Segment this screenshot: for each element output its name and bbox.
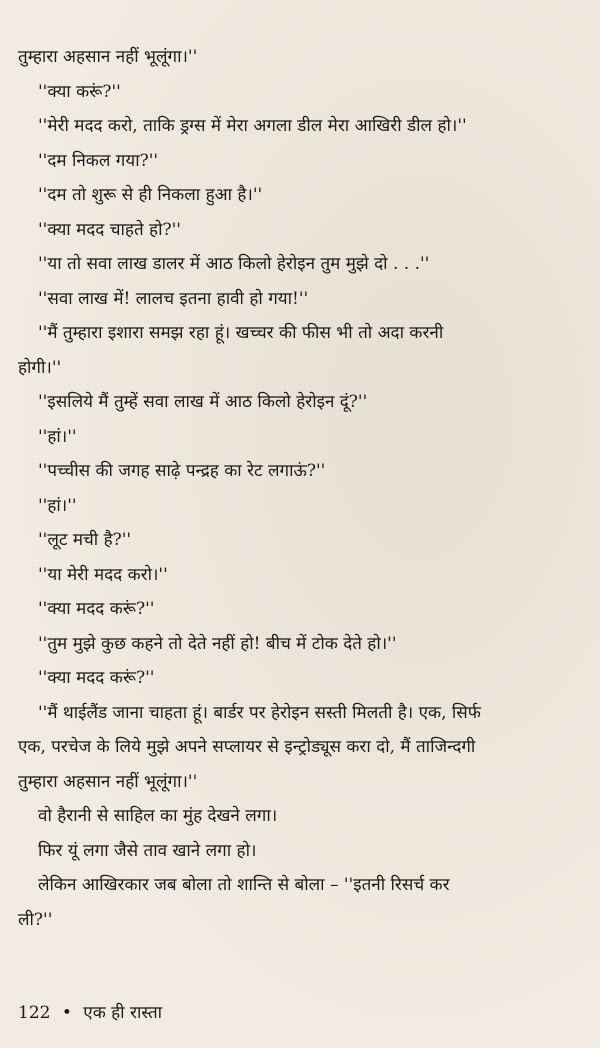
- text-line: फिर यूं लगा जैसे ताव खाने लगा हो।: [38, 840, 257, 861]
- text-line: ''लूट मची है?'': [38, 530, 132, 550]
- text-line: ''हां।'': [38, 426, 77, 447]
- text-line: तुम्हारा अहसान नहीं भूलूंगा।'': [18, 771, 198, 792]
- book-title: एक ही रास्ता: [83, 1003, 163, 1023]
- text-line: ''पच्चीस की जगह साढ़े पन्द्रह का रेट लगाऊं?'': [38, 461, 326, 481]
- text-line: ली?'': [18, 909, 53, 930]
- text-line: ''या मेरी मदद करो।'': [38, 564, 168, 585]
- text-line: ''दम तो शुरू से ही निकला हुआ है।'': [38, 185, 263, 205]
- text-line: ''क्या करूं?'': [38, 81, 121, 102]
- page-number: 122: [18, 1003, 51, 1023]
- text-line: ''इसलिये मैं तुम्हें सवा लाख में आठ किलो हेरोइन दूं?'': [38, 392, 368, 412]
- text-line: ''सवा लाख में! लालच इतना हावी हो गया!'': [38, 288, 309, 309]
- text-line: लेकिन आखिरकार जब बोला तो शान्ति से बोला – ''इतनी रिसर्च कर: [38, 875, 450, 895]
- text-body: [18, 40, 576, 937]
- page-footer: [18, 1000, 162, 1026]
- text-line: ''तुम मुझे कुछ कहने तो देते नहीं हो! बीच में टोक देते हो।'': [38, 633, 397, 654]
- text-line: तुम्हारा अहसान नहीं भूलूंगा।'': [18, 47, 198, 67]
- footer-separator: •: [61, 1003, 72, 1023]
- text-line: वो हैरानी से साहिल का मुंह देखने लगा।: [38, 806, 278, 826]
- text-line: ''क्या मदद चाहते हो?'': [38, 219, 181, 240]
- text-line: ''क्या मदद करूं?'': [38, 668, 155, 688]
- text-line: ''हां।'': [38, 495, 77, 516]
- text-line: ''मेरी मदद करो, ताकि ड्रग्स में मेरा अगला डील मेरा आखिरी डील हो।'': [38, 116, 467, 136]
- text-line: ''दम निकल गया?'': [38, 150, 159, 171]
- text-line: होगी।'': [18, 357, 62, 378]
- text-line: ''मैं तुम्हारा इशारा समझ रहा हूं। खच्चर की फीस भी तो अदा करनी: [38, 323, 444, 343]
- text-line: ''क्या मदद करूं?'': [38, 599, 155, 619]
- text-line: एक, परचेज के लिये मुझे अपने सप्लायर से इन्ट्रोड्यूस करा दो, मैं ताजिन्दगी: [18, 737, 476, 757]
- text-line: ''या तो सवा लाख डालर में आठ किलो हेरोइन तुम मुझे दो . . .'': [38, 254, 430, 274]
- text-line: ''मैं थाईलैंड जाना चाहता हूं। बार्डर पर हेरोइन सस्ती मिलती है। एक, सिर्फ: [38, 702, 481, 723]
